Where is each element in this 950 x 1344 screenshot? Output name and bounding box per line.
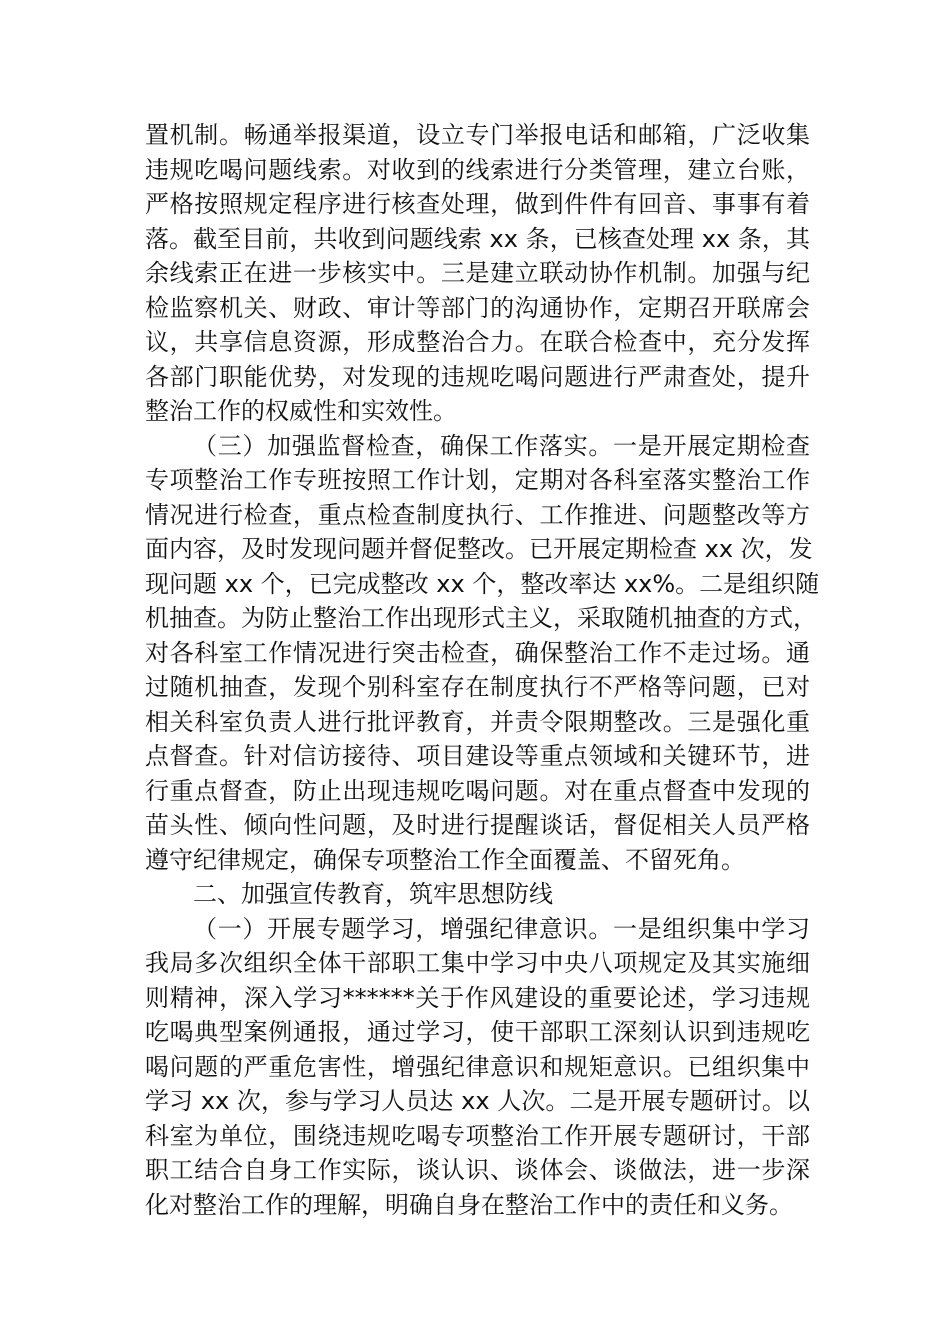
text-line: 现问题 xx 个，已完成整改 xx 个，整改率达 xx%。二是组织随: [145, 569, 820, 598]
text-line: 吃喝典型案例通报，通过学习，使干部职工深刻认识到违规吃: [145, 1018, 810, 1046]
text-line: 过随机抽查，发现个别科室存在制度执行不严格等问题，已对: [145, 673, 810, 701]
text-line: 遵守纪律规定，确保专项整治工作全面覆盖、不留死角。: [145, 845, 745, 874]
text-line: 检监察机关、财政、审计等部门的沟通协作，定期召开联席会: [145, 293, 810, 322]
text-line: 对各科室工作情况进行突击检查，确保整治工作不走过场。通: [145, 638, 810, 667]
section-heading: [145, 877, 810, 912]
text-line: 违规吃喝问题线索。对收到的线索进行分类管理，建立台账，: [145, 155, 810, 184]
text-line: 余线索正在进一步核实中。三是建立联动协作机制。加强与纪: [145, 259, 810, 287]
text-line: （三）加强监督检查，确保工作落实。一是开展定期检查: [193, 431, 810, 460]
document-body: [145, 118, 820, 1222]
text-line: 落。截至目前，共收到问题线索 xx 条，已核查处理 xx 条，其: [145, 224, 810, 253]
paragraph: [145, 118, 810, 429]
text-line: 职工结合自身工作实际，谈认识、谈体会、谈做法，进一步深: [145, 1156, 810, 1184]
text-line: 喝问题的严重危害性，增强纪律意识和规矩意识。已组织集中: [145, 1052, 810, 1081]
paragraph: [145, 429, 820, 878]
text-line: 苗头性、倾向性问题，及时进行提醒谈话，督促相关人员严格: [145, 811, 810, 839]
paragraph: [145, 912, 810, 1223]
text-line: 行重点督查，防止出现违规吃喝问题。对在重点督查中发现的: [145, 776, 810, 805]
text-line: 专项整治工作专班按照工作计划，定期对各科室落实整治工作: [145, 466, 810, 494]
text-line: 面内容，及时发现问题并督促整改。已开展定期检查 xx 次，发: [145, 535, 813, 563]
text-line: 整治工作的权威性和实效性。: [145, 397, 457, 425]
text-line: 学习 xx 次，参与学习人员达 xx 人次。二是开展专题研讨。以: [145, 1087, 810, 1115]
text-line: 化对整治工作的理解，明确自身在整治工作中的责任和义务。: [145, 1190, 793, 1219]
text-line: 科室为单位，围绕违规吃喝专项整治工作开展专题研讨，干部: [145, 1121, 810, 1150]
text-line: 议，共享信息资源，形成整治合力。在联合检查中，充分发挥: [145, 328, 810, 356]
text-line: 二、加强宣传教育，筑牢思想防线: [193, 880, 553, 908]
text-line: （一）开展专题学习，增强纪律意识。一是组织集中学习: [193, 914, 810, 943]
text-line: 则精神，深入学习******关于作风建设的重要论述，学习违规: [145, 983, 810, 1012]
text-line: 严格按照规定程序进行核查处理，做到件件有回音、事事有着: [145, 190, 810, 218]
text-line: 机抽查。为防止整治工作出现形式主义，采取随机抽查的方式，: [145, 604, 817, 632]
text-line: 置机制。畅通举报渠道，设立专门举报电话和邮箱，广泛收集: [145, 121, 810, 149]
text-line: 我局多次组织全体干部职工集中学习中央八项规定及其实施细: [145, 949, 810, 977]
text-line: 相关科室负责人进行批评教育，并责令限期整改。三是强化重: [145, 707, 810, 736]
text-line: 各部门职能优势，对发现的违规吃喝问题进行严肃查处，提升: [145, 362, 810, 391]
text-line: 情况进行检查，重点检查制度执行、工作推进、问题整改等方: [145, 500, 810, 529]
text-line: 点督查。针对信访接待、项目建设等重点领域和关键环节，进: [145, 742, 810, 770]
